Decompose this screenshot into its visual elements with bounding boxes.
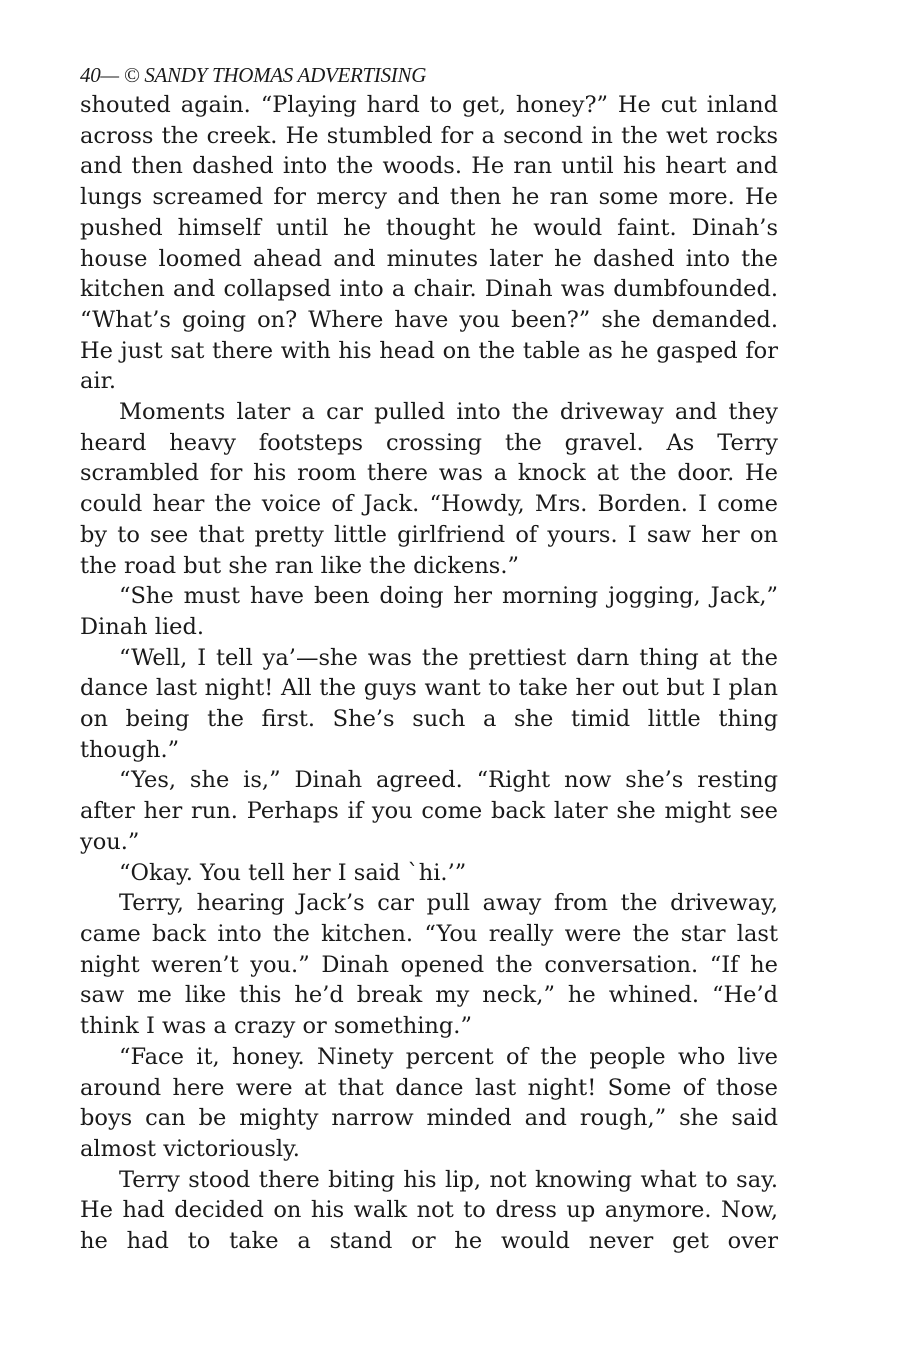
paragraph-7: Terry, hearing Jack’s car pull away from the driveway, came back into the kitchen. “You really were the star last night weren’t you.” Dinah opened the conversation. “If he saw me like this he’d break my neck,” he whined. “He’d think I was a crazy or something.” (80, 890, 778, 1040)
paragraph-1: shouted again. “Playing hard to get, honey?” He cut inland across the creek. He stumbled for a second in the wet rocks and then dashed into the woods. He ran until his heart and lungs screamed for mercy and then he ran some more. He pushed himself until he thought he would faint. Dinah’s house loomed ahead and minutes later he dashed into the kitchen and collapsed into a chair. Dinah was dumbfounded. “What’s going on? Where have you been?” she demanded. He just sat there with his head on the table as he gasped for air. (80, 92, 778, 395)
paragraph-6: “Okay. You tell her I said `hi.’” (119, 859, 467, 886)
running-head: 40— © SANDY THOMAS ADVERTISING (80, 63, 427, 87)
paragraph-4: “Well, I tell ya’—she was the prettiest darn thing at the dance last night! All the guys want to take her out but I plan on being the first. She’s such a she timid little thing though.” (80, 644, 778, 763)
paragraph-5: “Yes, she is,” Dinah agreed. “Right now she’s resting after her run. Perhaps if you come back later she might see you.” (80, 767, 778, 855)
book-page (80, 62, 778, 1257)
paragraph-9: Terry stood there biting his lip, not knowing what to say. He had decided on his walk not to dress up anymore. Now, he had to take a stand or he would never get over (80, 1166, 778, 1255)
paragraph-2: Moments later a car pulled into the driveway and they heard heavy footsteps crossing the gravel. As Terry scrambled for his room there was a knock at the door. He could hear the voice of Jack. “Howdy, Mrs. Borden. I come by to see that pretty little girlfriend of yours. I saw her on the road but she ran like the dickens.” (80, 399, 778, 579)
paragraph-8: “Face it, honey. Ninety percent of the people who live around here were at that dance last night! Some of those boys can be mighty narrow minded and rough,” she said almost victoriously. (80, 1043, 778, 1162)
paragraph-3: “She must have been doing her morning jogging, Jack,” Dinah lied. (80, 583, 778, 640)
